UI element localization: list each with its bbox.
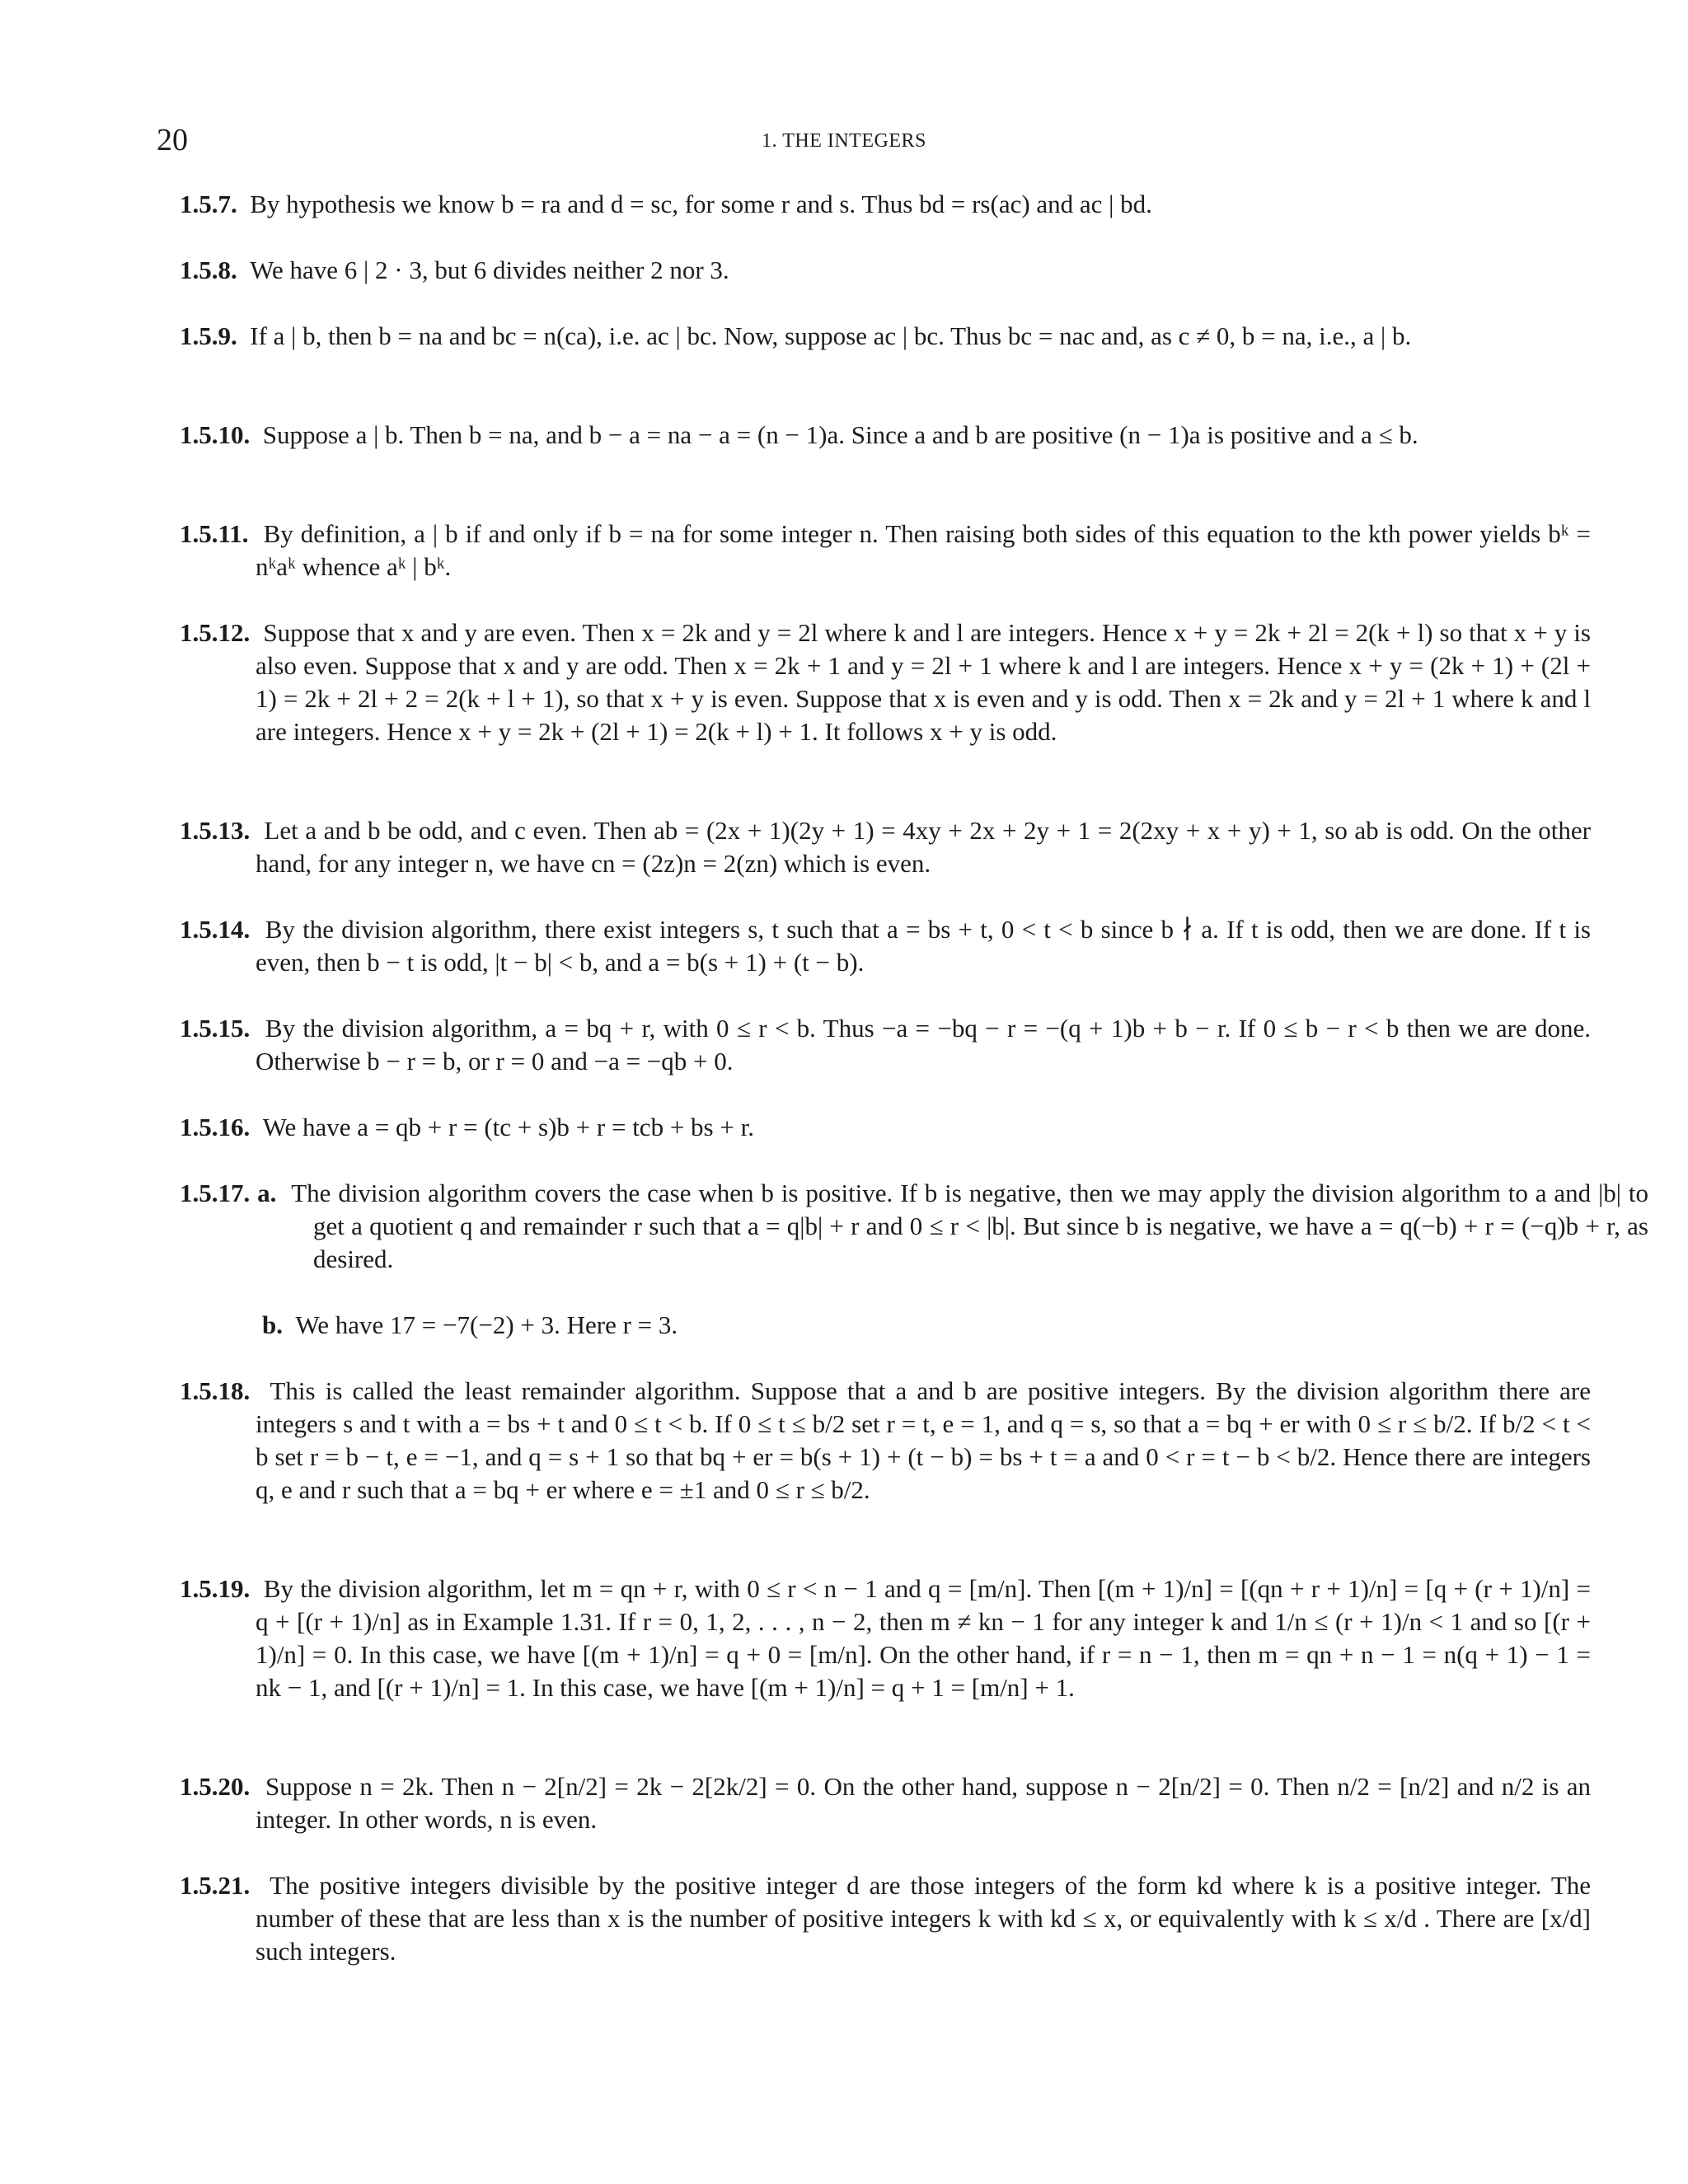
entry-text: Suppose a | b. Then b = na, and b − a = na − a = (n − 1)a. Since a and b are positive (n − 1)a is positive and a ≤ b. — [262, 420, 1418, 449]
entry-label: 1.5.9. — [180, 321, 237, 350]
entry-1-5-21 — [180, 1869, 1591, 1968]
entry-text: By hypothesis we know b = ra and d = sc, for some r and s. Thus bd = rs(ac) and ac | bd. — [250, 190, 1152, 218]
entry-label: 1.5.17. a. — [180, 1179, 277, 1207]
entry-1-5-15 — [180, 1012, 1591, 1078]
entry-1-5-16 — [180, 1111, 1591, 1144]
entry-label: 1.5.8. — [180, 255, 237, 284]
entry-1-5-17-a — [180, 1177, 1648, 1276]
entry-1-5-9 — [180, 320, 1592, 353]
page-header — [157, 122, 1531, 163]
entry-1-5-14 — [180, 913, 1591, 979]
entry-text: The division algorithm covers the case when b is positive. If b is negative, then we may apply the division algorithm to a and |b| to get a quotient q and remainder r such that a = q|b| + r and 0 ≤ r < |b|. But since b is negative, we have a = q(−b) + r = (−q)b + r, as desired. — [291, 1179, 1649, 1273]
entry-label: 1.5.13. — [180, 816, 251, 845]
entry-text: Suppose n = 2k. Then n − 2[n/2] = 2k − 2[2k/2] = 0. On the other hand, suppose n − 2[n/2] = 0. Then n/2 = [n/2] and n/2 is an integer. In other words, n is even. — [256, 1772, 1591, 1834]
entry-label: 1.5.19. — [180, 1574, 251, 1603]
entry-label: 1.5.20. — [180, 1772, 251, 1801]
running-title: 1. THE INTEGERS — [762, 130, 926, 152]
entry-1-5-12 — [180, 616, 1591, 748]
entry-text: By the division algorithm, there exist integers s, t such that a = bs + t, 0 < t < b since b ∤ a. If t is odd, then we are done. If t is even, then b − t is odd, |t − b| < b, and a = b(s + 1) + (t − b). — [256, 915, 1591, 977]
entry-label: 1.5.15. — [180, 1014, 251, 1043]
entry-label: 1.5.7. — [180, 190, 237, 218]
entry-text: We have 17 = −7(−2) + 3. Here r = 3. — [295, 1310, 678, 1339]
entry-1-5-18 — [180, 1375, 1591, 1507]
entry-1-5-7 — [180, 188, 1592, 221]
entry-text: If a | b, then b = na and bc = n(ca), i.e. ac | bc. Now, suppose ac | bc. Thus bc = nac and, as c ≠ 0, b = na, i.e., a | b. — [250, 321, 1412, 350]
entry-label: b. — [262, 1310, 283, 1339]
entry-label: 1.5.10. — [180, 420, 251, 449]
entry-label: 1.5.18. — [180, 1376, 251, 1405]
entry-text: By the division algorithm, let m = qn + r, with 0 ≤ r < n − 1 and q = [m/n]. Then [(m + 1)/n] = [(qn + r + 1)/n] = [q + (r + 1)/n] = q + [(r + 1)/n] as in Example 1.31. If r = 0, 1, 2, . . . , n − 2, then m ≠ kn − 1 for any integer k and 1/n ≤ (r + 1)/n < 1 and so [(r + 1)/n] = 0. In this case, we have [(m + 1)/n] = q + 0 = [m/n]. On the other hand, if r = n − 1, then m = qn + n − 1 = n(q + 1) − 1 = nk − 1, and [(r + 1)/n] = 1. In this case, we have [(m + 1)/n] = q + 1 = [m/n] + 1. — [256, 1574, 1592, 1702]
entry-1-5-13 — [180, 814, 1591, 880]
entry-text: We have 6 | 2 · 3, but 6 divides neither 2 nor 3. — [250, 255, 729, 284]
entry-label: 1.5.14. — [180, 915, 251, 944]
entry-1-5-10 — [180, 419, 1591, 452]
entry-text: The positive integers divisible by the positive integer d are those integers of the form kd where k is a positive integer. The number of these that are less than x is the number of positive integers k with kd ≤ x, or equivalently with k ≤ x/d . There are [x/d] such integers. — [256, 1871, 1592, 1966]
entry-text: By the division algorithm, a = bq + r, with 0 ≤ r < b. Thus −a = −bq − r = −(q + 1)b + b − r. If 0 ≤ b − r < b then we are done. Otherwise b − r = b, or r = 0 and −a = −qb + 0. — [256, 1014, 1592, 1076]
entry-1-5-19 — [180, 1572, 1591, 1704]
entry-text: We have a = qb + r = (tc + s)b + r = tcb + bs + r. — [262, 1113, 754, 1141]
entry-1-5-20 — [180, 1770, 1591, 1836]
entry-text: This is called the least remainder algorithm. Suppose that a and b are positive integers. By the division algorithm there are integers s and t with a = bs + t and 0 ≤ t < b. If 0 ≤ t ≤ b/2 set r = t, e = 1, and q = s, so that a = bq + er with 0 ≤ r ≤ b/2. If b/2 < t < b set r = b − t, e = −1, and q = s + 1 so that bq + er = b(s + 1) + (t − b) = bs + t = a and 0 < r = t − b < b/2. Hence there are integers q, e and r such that a = bq + er where e = ±1 and 0 ≤ r ≤ b/2. — [256, 1376, 1592, 1504]
entry-1-5-8 — [180, 254, 1592, 287]
entry-label: 1.5.11. — [180, 519, 249, 548]
entry-label: 1.5.21. — [180, 1871, 251, 1900]
entry-text: By definition, a | b if and only if b = na for some integer n. Then raising both sides of this equation to the kth power yields bᵏ = nᵏaᵏ whence aᵏ | bᵏ. — [256, 519, 1592, 581]
entry-label: 1.5.12. — [180, 618, 251, 647]
entry-text: Suppose that x and y are even. Then x = 2k and y = 2l where k and l are integers. Hence x + y = 2k + 2l = 2(k + l) so that x + y is also even. Suppose that x and y are odd. Then x = 2k + 1 and y = 2l + 1 where k and l are integers. Hence x + y = (2k + 1) + (2l + 1) = 2k + 2l + 2 = 2(k + l + 1), so that x + y is even. Suppose that x is even and y is odd. Then x = 2k and y = 2l + 1 where k and l are integers. Hence x + y = 2k + (2l + 1) = 2(k + l) + 1. It follows x + y is odd. — [256, 618, 1591, 746]
entry-label: 1.5.16. — [180, 1113, 251, 1141]
entry-1-5-17-b — [262, 1309, 1569, 1342]
page-number: 20 — [157, 123, 188, 157]
entry-text: Let a and b be odd, and c even. Then ab = (2x + 1)(2y + 1) = 4xy + 2x + 2y + 1 = 2(2xy + x + y) + 1, so ab is odd. On the other hand, for any integer n, we have cn = (2z)n = 2(zn) which is even. — [256, 816, 1591, 878]
entry-1-5-11 — [180, 518, 1591, 583]
